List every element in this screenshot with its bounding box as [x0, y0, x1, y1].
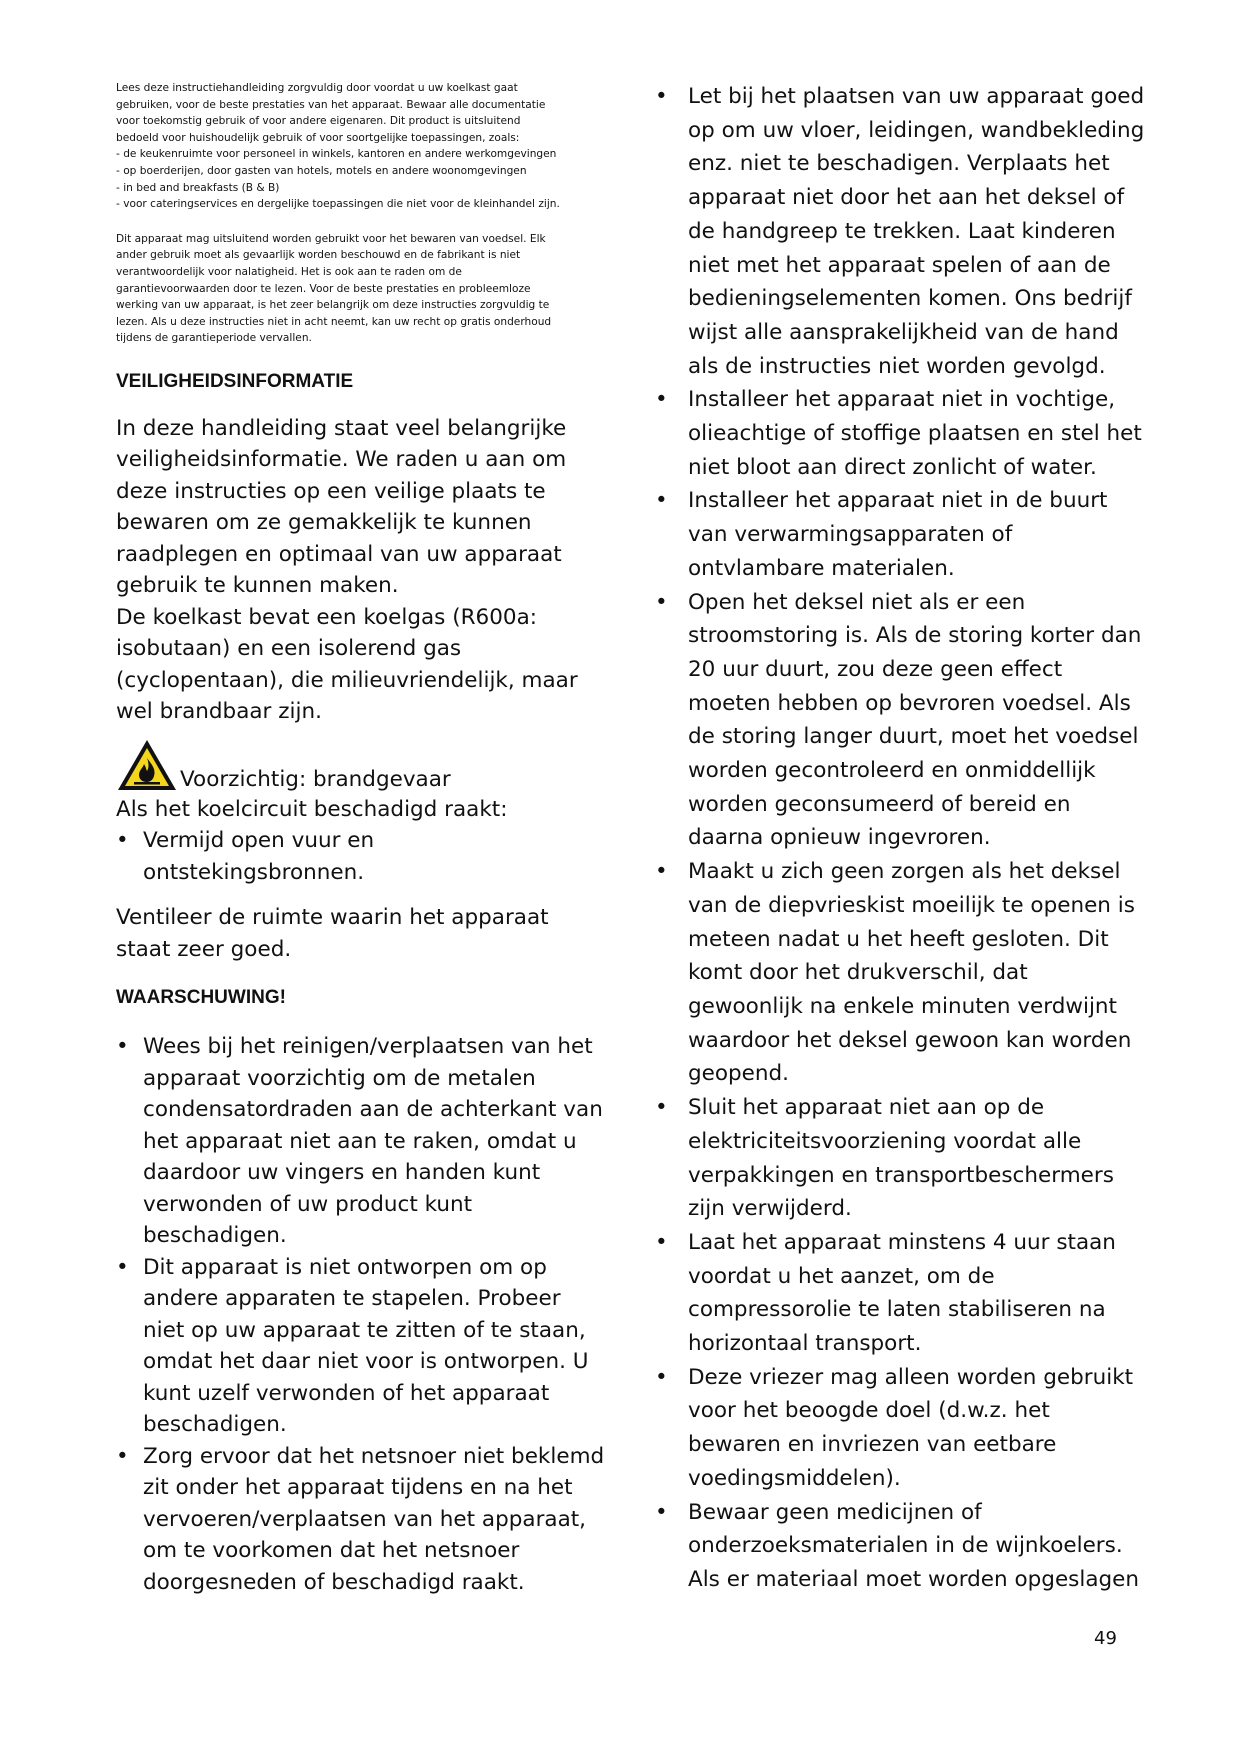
right-column: [655, 80, 1145, 1597]
text-line: compressorolie te laten stabiliseren na: [688, 1297, 1106, 1323]
page-number: 49: [1094, 1628, 1117, 1649]
warning-list: [116, 1031, 605, 1598]
text-line: niet bloot aan direct zonlicht of water.: [688, 454, 1097, 480]
list-item: [655, 1496, 1140, 1597]
text-line: zijn verwijderd.: [688, 1196, 852, 1222]
text-line: van de diepvrieskist moeilijk te openen is: [688, 892, 1135, 918]
text-line: - voor cateringservices en dergelijke toepassingen die niet voor de kleinhandel zijn.: [116, 198, 560, 211]
text-line: het apparaat niet aan te raken, omdat u: [143, 1128, 577, 1154]
text-line: de handgreep te trekken. Laat kinderen: [688, 218, 1116, 244]
text-line: 20 uur duurt, zou deze geen effect: [688, 656, 1063, 682]
text-line: waardoor het deksel gewoon kan worden: [688, 1027, 1132, 1053]
text-line: isobutaan) en een isolerend gas: [116, 636, 462, 662]
list-item: [655, 80, 1145, 383]
safety-heading: VEILIGHEIDSINFORMATIE: [116, 370, 354, 392]
text-line: stroomstoring is. Als de storing korter dan: [688, 623, 1142, 649]
list-item: [655, 586, 1142, 856]
text-line: gebruiken, voor de beste prestaties van het apparaat. Bewaar alle documentatie: [116, 98, 546, 111]
text-line: daarna opnieuw ingevroren.: [688, 825, 991, 851]
list-item: [655, 383, 1142, 484]
safety-paragraph: [116, 413, 596, 728]
text-line: Bewaar geen medicijnen of: [688, 1499, 982, 1525]
text-line: Let bij het plaatsen van uw apparaat goed: [688, 84, 1145, 109]
fire-warning: [116, 738, 596, 792]
text-line: geopend.: [688, 1061, 790, 1087]
text-line: apparaat voorzichtig om de metalen: [143, 1065, 536, 1091]
bullet-icon: •: [655, 387, 668, 413]
bullet-icon: •: [116, 1443, 129, 1469]
bullet-icon: •: [655, 1229, 668, 1255]
bullet-icon: •: [655, 1499, 668, 1525]
text-line: wel brandbaar zijn.: [116, 699, 322, 725]
text-line: gewoonlijk na enkele minuten verdwijnt: [688, 993, 1117, 1019]
bullet-icon: •: [655, 1095, 668, 1121]
text-line: horizontaal transport.: [688, 1331, 922, 1357]
text-line: verantwoordelijk voor nalatigheid. Het is ook aan te raden om de: [116, 265, 462, 278]
intro-paragraph: [116, 80, 596, 213]
text-line: beschadigen.: [143, 1223, 287, 1249]
left-column: [116, 80, 605, 1598]
text-line: als de instructies niet worden gevolgd.: [688, 353, 1106, 379]
text-line: voordat u het aanzet, om de: [688, 1263, 995, 1289]
circuit-bullet-list: [116, 825, 596, 888]
text-line: andere apparaten te stapelen. Probeer: [143, 1286, 561, 1312]
text-line: bewaren om ze gemakkelijk te kunnen: [116, 510, 532, 536]
caution-text: Voorzichtig: brandgevaar: [180, 766, 451, 792]
list-item: [116, 1252, 596, 1441]
text-line: De koelkast bevat een koelgas (R600a:: [116, 604, 538, 630]
text-line: - de keukenruimte voor personeel in winkels, kantoren en andere werkomgevingen: [116, 148, 557, 161]
text-line: de storing langer duurt, moet het voedsel: [688, 724, 1139, 750]
bullet-icon: •: [655, 84, 668, 109]
text-line: worden gecontroleerd en onmiddellijk: [688, 758, 1096, 784]
text-line: Sluit het apparaat niet aan op de: [688, 1095, 1045, 1121]
text-line: Open het deksel niet als er een: [688, 589, 1026, 615]
text-line: Als er materiaal moet worden opgeslagen: [688, 1566, 1140, 1592]
list-item: [116, 1441, 605, 1599]
bullet-icon: •: [655, 589, 668, 615]
text-line: voedingsmiddelen).: [688, 1465, 901, 1491]
text-line: In deze handleiding staat veel belangrijke: [116, 415, 567, 441]
bullet-icon: •: [116, 1034, 129, 1060]
text-line: komt door het drukverschil, dat: [688, 960, 1028, 986]
list-item: [655, 484, 1135, 585]
text-line: worden geconsumeerd of bereid en: [688, 791, 1071, 817]
text-line: van verwarmingsapparaten of: [688, 522, 1013, 548]
text-line: daardoor uw vingers en handen kunt: [143, 1160, 541, 1186]
circuit-text: Als het koelcircuit beschadigd raakt:: [116, 796, 508, 822]
text-line: omdat het daar niet voor is ontworpen. U: [143, 1349, 589, 1375]
text-line: niet met het apparaat spelen of aan de: [688, 252, 1111, 278]
text-line: enz. niet te beschadigen. Verplaats het: [688, 151, 1110, 177]
warning-heading: WAARSCHUWING!: [116, 987, 286, 1009]
text-line: onderzoeksmaterialen in de wijnkoelers.: [688, 1533, 1123, 1559]
text-line: kunt uzelf verwonden of het apparaat: [143, 1380, 550, 1406]
text-line: (cyclopentaan), die milieuvriendelijk, maar: [116, 667, 578, 693]
text-line: op om uw vloer, leidingen, wandbekleding: [688, 117, 1145, 143]
text-line: vervoeren/verplaatsen van het apparaat,: [143, 1506, 587, 1532]
list-item: [655, 855, 1135, 1091]
text-line: raadplegen en optimaal van uw apparaat: [116, 541, 562, 567]
text-line: condensatordraden aan de achterkant van: [143, 1097, 603, 1123]
text-line: beschadigen.: [143, 1412, 287, 1438]
text-line: wijst alle aansprakelijkheid van de hand: [688, 319, 1119, 345]
instruction-list: [655, 80, 1145, 1597]
text-line: deze instructies op een veilige plaats te: [116, 478, 546, 504]
text-line: lezen. Als u deze instructies niet in acht neemt, kan uw recht op gratis onderhoud: [116, 315, 552, 328]
bullet-icon: •: [116, 828, 129, 854]
list-item: [655, 1226, 1135, 1361]
bullet-icon: •: [655, 488, 668, 514]
text-line: Deze vriezer mag alleen worden gebruikt: [688, 1364, 1134, 1390]
text-line: Dit apparaat is niet ontworpen om op: [143, 1254, 547, 1280]
text-line: olieachtige of stoffige plaatsen en stel het: [688, 421, 1142, 447]
list-item: • Vermijd open vuur en ontstekingsbronnen.: [116, 825, 596, 888]
ventilate-paragraph: Ventileer de ruimte waarin het apparaat staat zeer goed.: [116, 905, 549, 962]
text-line: ontvlambare materialen.: [688, 555, 955, 581]
text-line: voor toekomstig gebruik of voor andere eigenaren. Dit product is uitsluitend: [116, 115, 521, 128]
text-line: Wees bij het reinigen/verplaatsen van het: [143, 1034, 593, 1060]
text-line: niet op uw apparaat te zitten of te staan,: [143, 1317, 586, 1343]
text-line: moeten hebben op bevroren voedsel. Als: [688, 690, 1131, 716]
text-line: bewaren en invriezen van eetbare: [688, 1432, 1057, 1458]
text-line: bedieningselementen komen. Ons bedrijf: [688, 286, 1132, 312]
text-line: verpakkingen en transportbeschermers: [688, 1162, 1114, 1188]
text-line: Zorg ervoor dat het netsnoer niet beklemd: [143, 1443, 605, 1469]
list-item: [655, 1361, 1135, 1496]
bullet-icon: •: [116, 1254, 129, 1280]
text-line: Installeer het apparaat niet in de buurt: [688, 488, 1108, 514]
text-line: om te voorkomen dat het netsnoer: [143, 1538, 520, 1564]
text-line: zit onder het apparaat tijdens en na het: [143, 1475, 573, 1501]
text-line: werking van uw apparaat, is het zeer belangrijk om deze instructies zorgvuldig te: [116, 299, 550, 312]
bullet-icon: •: [655, 859, 668, 885]
text-line: Laat het apparaat minstens 4 uur staan: [688, 1229, 1116, 1255]
flammable-warning-icon: [116, 738, 178, 792]
text-line: elektriciteitsvoorziening voordat alle: [688, 1128, 1082, 1154]
text-line: Lees deze instructiehandleiding zorgvuldig door voordat u uw koelkast gaat: [116, 82, 518, 94]
text-line: veiligheidsinformatie. We raden u aan om: [116, 447, 567, 473]
text-line: ander gebruik moet als gevaarlijk worden beschouwd en de fabrikant is niet: [116, 249, 521, 262]
usage-paragraph: [116, 231, 596, 347]
text-line: voor het beoogde doel (d.w.z. het: [688, 1398, 1050, 1424]
text-line: Maakt u zich geen zorgen als het deksel: [688, 859, 1121, 885]
text-line: tijdens de garantieperiode vervallen.: [116, 332, 312, 345]
list-item: [116, 1031, 603, 1252]
text-line: garantievoorwaarden door te lezen. Voor de beste prestaties en probleemloze: [116, 282, 531, 295]
text-line: - in bed and breakfasts (B & B): [116, 181, 280, 194]
text-line: bedoeld voor huishoudelijk gebruik of voor soortgelijke toepassingen, zoals:: [116, 131, 520, 144]
text-line: apparaat niet door het aan het deksel of: [688, 185, 1125, 211]
bullet-icon: •: [655, 1364, 668, 1390]
text-line: - op boerderijen, door gasten van hotels, motels en andere woonomgevingen: [116, 164, 527, 177]
text-line: Installeer het apparaat niet in vochtige,: [688, 387, 1116, 413]
text-line: gebruik te kunnen maken.: [116, 573, 399, 599]
text-line: Dit apparaat mag uitsluitend worden gebruikt voor het bewaren van voedsel. Elk: [116, 232, 546, 245]
list-item: [655, 1091, 1135, 1226]
text-line: doorgesneden of beschadigd raakt.: [143, 1569, 525, 1595]
text-line: verwonden of uw product kunt: [143, 1191, 473, 1217]
text-line: meteen nadat u het heeft gesloten. Dit: [688, 926, 1109, 952]
